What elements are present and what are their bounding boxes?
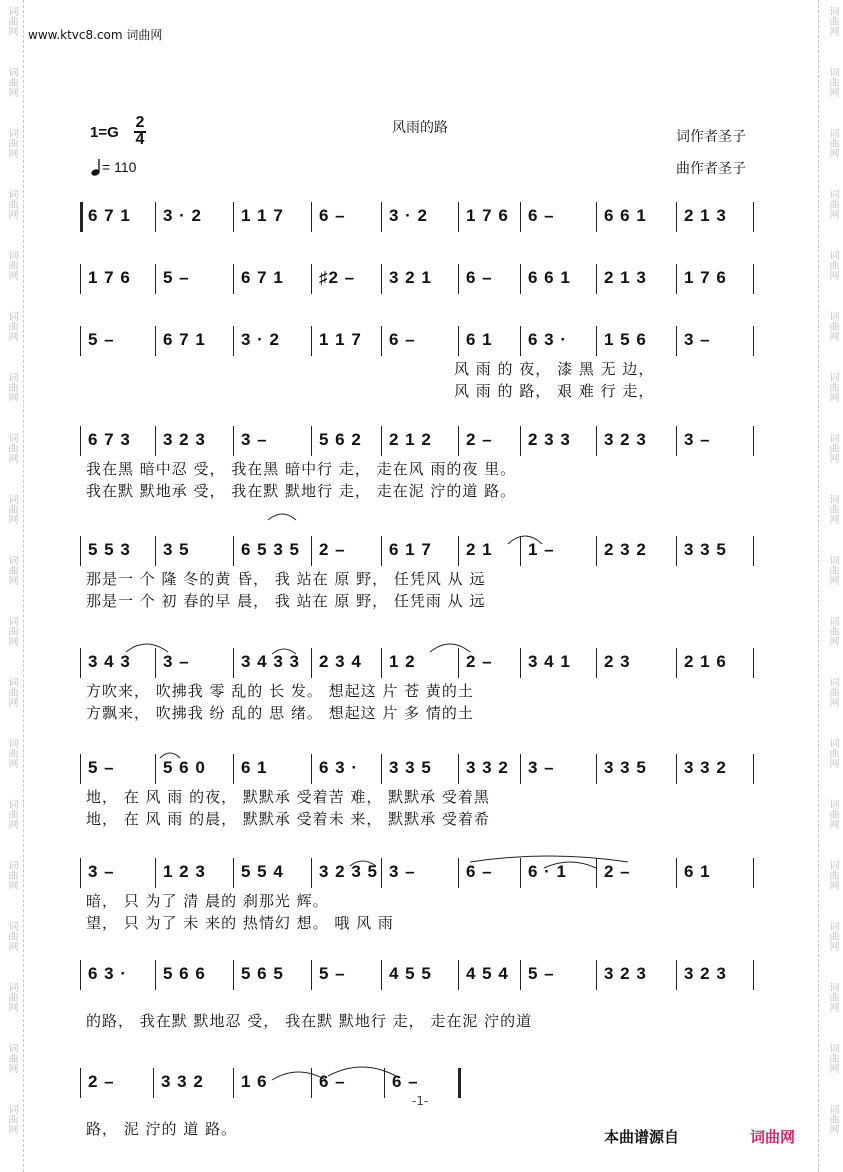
watermark-text: 词曲网 <box>827 433 838 463</box>
measure: 2 1 <box>466 540 493 559</box>
measure: 5 5 4 <box>241 862 284 881</box>
measure: 5 – <box>163 268 190 287</box>
measure: 1 – <box>528 540 555 559</box>
watermark-text: 词曲网 <box>6 128 17 158</box>
measure: 3 4 3 3 <box>241 652 300 671</box>
watermark-text: 词曲网 <box>6 616 17 646</box>
lyric-line: 那是一 个 隆 冬的黄 昏， 我 站在 原 野， 任凭风 从 远 <box>86 570 486 588</box>
measure: 3 3 2 <box>684 758 727 777</box>
key-signature: 1=G <box>90 124 119 141</box>
lyric-line: 风 雨 的 路， 艰 难 行 走， <box>454 382 655 400</box>
lyric-line: 地， 在 风 雨 的晨， 默默承 受着未 来， 默默承 受着希 <box>86 810 490 828</box>
watermark-text: 词曲网 <box>6 250 17 280</box>
watermark-text: 词曲网 <box>6 982 17 1012</box>
measure: 2 1 3 <box>604 268 647 287</box>
watermark-text: 词曲网 <box>827 860 838 890</box>
measure: 5 6 5 <box>241 964 284 983</box>
measure: 6 6 1 <box>528 268 571 287</box>
watermark-text: 词曲网 <box>6 67 17 97</box>
measure: 3 2 3 <box>684 964 727 983</box>
measure: 6 – <box>466 862 493 881</box>
measure: 6 1 7 <box>389 540 432 559</box>
measure: 5 6 2 <box>319 430 362 449</box>
measure: 3 3 5 <box>389 758 432 777</box>
measure: 3 – <box>241 430 268 449</box>
measure: 2 3 2 <box>604 540 647 559</box>
measure: 5 6 0 <box>163 758 206 777</box>
measure: 3 – <box>684 430 711 449</box>
measure: 6 – <box>466 268 493 287</box>
measure: 6 – <box>319 1072 346 1091</box>
measure: 6 7 3 <box>88 430 131 449</box>
footer-source-label: 本曲谱源自 <box>604 1128 680 1146</box>
site-url[interactable]: www.ktvc8.com 词曲网 <box>28 28 163 42</box>
lyric-line: 方吹来， 吹拂我 零 乱的 长 发。 想起这 片 苍 黄的土 <box>86 682 474 700</box>
tie-mark <box>470 856 628 862</box>
measure: 3 · 2 <box>241 330 281 349</box>
measure: 1 1 7 <box>241 206 284 225</box>
measure: 6 1 <box>684 862 711 881</box>
measure: 2 – <box>604 862 631 881</box>
lyric-line: 地， 在 风 雨 的夜， 默默承 受着苦 难， 默默承 受着黑 <box>86 788 490 806</box>
measure: 1 2 <box>389 652 416 671</box>
time-signature-bottom: 4 <box>135 131 145 148</box>
measure: 6 7 1 <box>163 330 206 349</box>
watermark-text: 词曲网 <box>827 799 838 829</box>
measure: 3 – <box>684 330 711 349</box>
tie-mark <box>328 1067 396 1076</box>
measure: 6 – <box>319 206 346 225</box>
watermark-text: 词曲网 <box>827 128 838 158</box>
watermark-text: 词曲网 <box>827 738 838 768</box>
measure: 2 3 3 <box>528 430 571 449</box>
watermark-text: 词曲网 <box>827 1043 838 1073</box>
measure: 5 – <box>319 964 346 983</box>
song-title: 风雨的路 <box>392 120 448 136</box>
measure: 3 3 5 <box>604 758 647 777</box>
footer-brand-link[interactable]: 词曲网 <box>750 1128 796 1146</box>
lyric-line: 的路， 我在默 默地忍 受， 我在默 默地行 走， 走在泥 泞的道 <box>86 1012 533 1030</box>
measure: 6 6 1 <box>604 206 647 225</box>
measure: 6 · 1 <box>528 862 568 881</box>
tie-mark <box>430 644 470 652</box>
watermark-text: 词曲网 <box>827 494 838 524</box>
measure: 6 5 3 5 <box>241 540 300 559</box>
measure: 5 5 3 <box>88 540 131 559</box>
measure: 3 3 2 <box>161 1072 204 1091</box>
watermark-text: 词曲网 <box>6 311 17 341</box>
watermark-text: 词曲网 <box>827 311 838 341</box>
measure: 5 – <box>88 330 115 349</box>
measure: 3 2 1 <box>389 268 432 287</box>
measure: 3 2 3 <box>163 430 206 449</box>
watermark-text: 词曲网 <box>6 738 17 768</box>
watermark-text: 词曲网 <box>6 555 17 585</box>
tie-mark <box>272 649 296 654</box>
measure: 3 3 2 <box>466 758 509 777</box>
watermark-text: 词曲网 <box>827 677 838 707</box>
measure: 4 5 4 <box>466 964 509 983</box>
lyricist-credit: 词作者圣子 <box>676 129 746 145</box>
watermark-text: 词曲网 <box>6 1043 17 1073</box>
measure: 3 – <box>528 758 555 777</box>
measure: 5 – <box>88 758 115 777</box>
watermark-text: 词曲网 <box>6 6 17 36</box>
measure: 1 2 3 <box>163 862 206 881</box>
tie-mark <box>126 644 168 652</box>
measure: 2 1 6 <box>684 652 727 671</box>
measure: 1 5 6 <box>604 330 647 349</box>
watermark-text: 词曲网 <box>827 6 838 36</box>
watermark-text: 词曲网 <box>827 982 838 1012</box>
measure: 2 – <box>88 1072 115 1091</box>
watermark-text: 词曲网 <box>6 1104 17 1134</box>
watermark-text: 词曲网 <box>827 250 838 280</box>
watermark-text: 词曲网 <box>6 433 17 463</box>
measure: 1 7 6 <box>466 206 509 225</box>
measure: 5 6 6 <box>163 964 206 983</box>
lyric-line: 望， 只 为了 未 来的 热情幻 想。 哦 风 雨 <box>86 914 394 932</box>
watermark-text: 词曲网 <box>827 1104 838 1134</box>
measure: 3 3 5 <box>684 540 727 559</box>
measure: 3 – <box>389 862 416 881</box>
time-signature-top: 2 <box>135 114 145 131</box>
watermark-text: 词曲网 <box>827 921 838 951</box>
measure: 2 – <box>319 540 346 559</box>
lyric-line: 路， 泥 泞的 道 路。 <box>86 1120 238 1138</box>
measure: 2 3 <box>604 652 631 671</box>
measure: 6 3 · <box>528 330 568 349</box>
measure: 6 1 <box>241 758 268 777</box>
lyric-line: 那是一 个 初 春的早 晨， 我 站在 原 野， 任凭雨 从 远 <box>86 592 486 610</box>
measure: 3 – <box>163 652 190 671</box>
page-number: -1- <box>412 1094 429 1108</box>
lyric-line: 方飘来， 吹拂我 纷 乱的 思 绪。 想起这 片 多 情的土 <box>86 704 474 722</box>
measure: 6 1 <box>466 330 493 349</box>
measure: 3 · 2 <box>163 206 203 225</box>
measure: 3 2 3 <box>604 964 647 983</box>
composer-credit: 曲作者圣子 <box>676 161 746 177</box>
watermark-text: 词曲网 <box>827 372 838 402</box>
lyric-line: 暗， 只 为了 清 晨的 刹那光 辉。 <box>86 892 329 910</box>
measure: 6 – <box>528 206 555 225</box>
measure: 2 – <box>466 430 493 449</box>
tie-mark <box>268 514 296 520</box>
watermark-text: 词曲网 <box>827 555 838 585</box>
tempo-value: = 110 <box>102 159 137 175</box>
measure: 3 2 3 <box>604 430 647 449</box>
watermark-text: 词曲网 <box>827 189 838 219</box>
measure: 1 7 6 <box>684 268 727 287</box>
tie-mark <box>272 1072 326 1080</box>
watermark-text: 词曲网 <box>6 372 17 402</box>
watermark-text: 词曲网 <box>6 860 17 890</box>
measure: 3 2 3 5 <box>319 862 378 881</box>
lyric-line: 我在默 默地承 受， 我在默 默地行 走， 走在泥 泞的道 路。 <box>86 482 517 500</box>
watermark-text: 词曲网 <box>6 494 17 524</box>
measure: 3 4 1 <box>528 652 571 671</box>
tie-mark <box>160 753 180 758</box>
watermark-text: 词曲网 <box>6 189 17 219</box>
measure: 3 – <box>88 862 115 881</box>
watermark-text: 词曲网 <box>827 67 838 97</box>
measure: ♯2 – <box>319 268 356 287</box>
measure: 2 – <box>466 652 493 671</box>
measure: 4 5 5 <box>389 964 432 983</box>
measure: 1 6 <box>241 1072 268 1091</box>
measure: 1 7 6 <box>88 268 131 287</box>
measure: 6 3 · <box>319 758 359 777</box>
tie-mark <box>544 862 596 868</box>
lyric-line: 风 雨 的 夜， 漆 黑 无 边， <box>454 360 655 378</box>
measure: 1 1 7 <box>319 330 362 349</box>
measure: 6 3 · <box>88 964 128 983</box>
measure: 6 7 1 <box>88 206 131 225</box>
measure: 6 – <box>389 330 416 349</box>
tie-mark <box>350 861 376 866</box>
tie-mark <box>508 536 542 544</box>
watermark-text: 词曲网 <box>6 921 17 951</box>
measure: 5 – <box>528 964 555 983</box>
watermark-text: 词曲网 <box>6 677 17 707</box>
measure: 2 1 2 <box>389 430 432 449</box>
measure: 3 5 <box>163 540 190 559</box>
watermark-text: 词曲网 <box>6 799 17 829</box>
measure: 3 4 3 <box>88 652 131 671</box>
measure: 6 7 1 <box>241 268 284 287</box>
measure: 2 1 3 <box>684 206 727 225</box>
watermark-text: 词曲网 <box>827 616 838 646</box>
measure: 3 · 2 <box>389 206 429 225</box>
measure: 2 3 4 <box>319 652 362 671</box>
measure: 6 – <box>392 1072 419 1091</box>
lyric-line: 我在黑 暗中忍 受， 我在黑 暗中行 走， 走在风 雨的夜 里。 <box>86 460 517 478</box>
